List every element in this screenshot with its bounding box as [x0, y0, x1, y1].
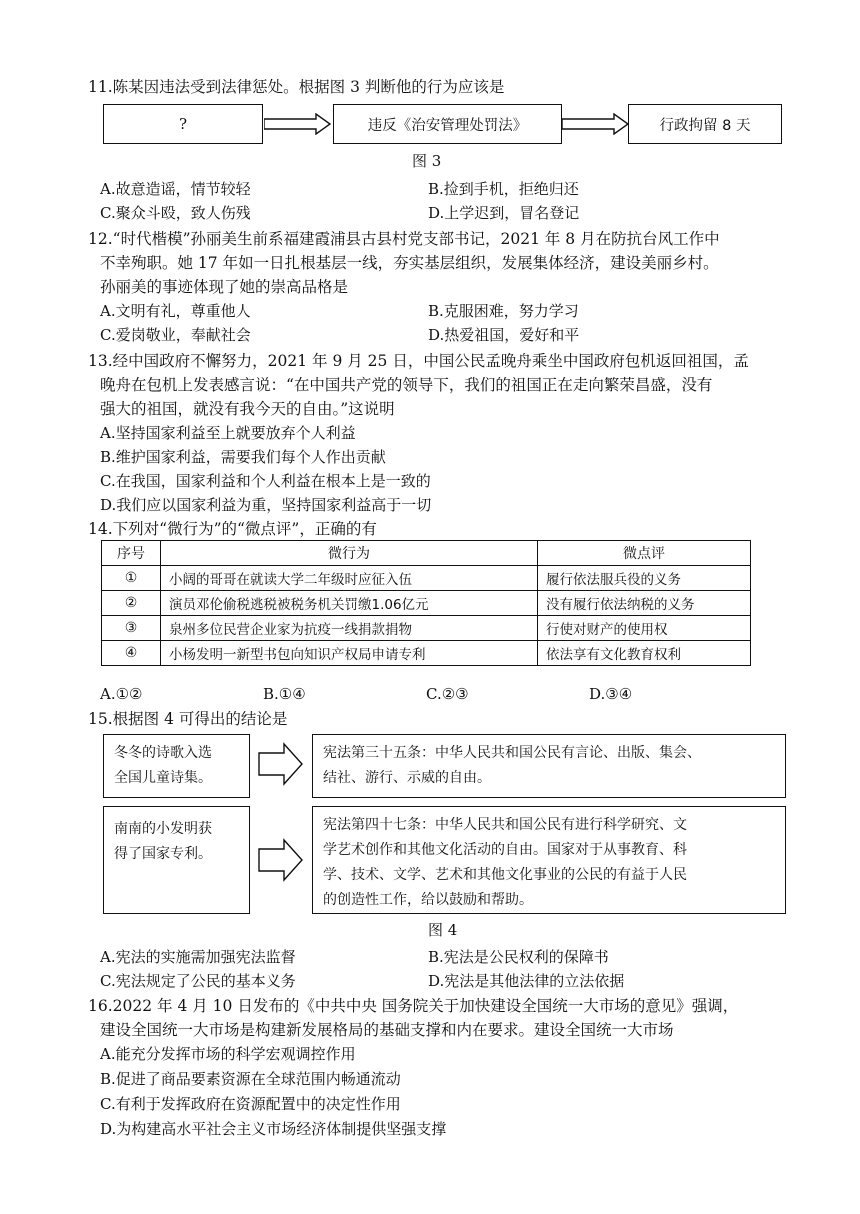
q16-option-a: A.能充分发挥市场的科学宏观调控作用	[100, 1045, 356, 1063]
q13-option-a: A.坚持国家利益至上就要放弃个人利益	[100, 424, 356, 442]
fig4-case-poem: 冬冬的诗歌入选 全国儿童诗集。	[103, 734, 250, 798]
q12-stem-line2: 不幸殉职。她 17 年如一日扎根基层一线，夯实基层组织，发展集体经济，建设美丽乡村。	[100, 254, 719, 272]
q15-stem: 15.根据图 4 可得出的结论是	[88, 710, 288, 728]
q13-stem-line2: 晚舟在包机上发表感言说：“在中国共产党的领导下，我们的祖国正在走向繁荣昌盛，没有	[100, 376, 713, 394]
double-arrow-icon	[562, 113, 630, 135]
q12-stem-line3: 孙丽美的事迹体现了她的崇高品格是	[100, 278, 349, 296]
q11-stem: 11.陈某因违法受到法律惩处。根据图 3 判断他的行为应该是	[88, 78, 505, 96]
q15-option-b: B.宪法是公民权利的保障书	[428, 948, 609, 966]
fig3-box-law: 违反《治安管理处罚法》	[333, 104, 562, 144]
table-header-row	[102, 541, 751, 566]
table-cell: 没有履行依法纳税的义务	[538, 591, 751, 616]
table-cell: 演员邓伦偷税逃税被税务机关罚缴1.06亿元	[161, 591, 538, 616]
q16-option-b: B.促进了商品要素资源在全球范围内畅通流动	[100, 1070, 401, 1088]
table-header: 序号	[102, 541, 161, 566]
q11-option-c: C.聚众斗殴，致人伤残	[100, 204, 251, 222]
q14-table	[101, 540, 751, 666]
fig4-article-47: 宪法第四十七条：中华人民共和国公民有进行科学研究、文 学艺术创作和其他文化活动的自由。国家对于从事教育、科 学、技术、文学、艺术和其他文化事业的公民的有益于人民 的创造性工作，给以鼓励和帮助。	[312, 806, 786, 914]
fig4-article-35: 宪法第三十五条：中华人民共和国公民有言论、出版、集会、 结社、游行、示威的自由。	[312, 734, 786, 798]
table-cell: 履行依法服兵役的义务	[538, 566, 751, 591]
q16-option-c: C.有利于发挥政府在资源配置中的决定性作用	[100, 1095, 401, 1113]
fig3-box-unknown: ?	[103, 104, 263, 144]
table-cell: ④	[102, 641, 161, 666]
q14-option-d: D.③④	[589, 685, 633, 703]
fig4-case-patent: 南南的小发明获 得了国家专利。	[103, 806, 250, 914]
q11-option-d: D.上学迟到，冒名登记	[428, 204, 580, 222]
q12-option-c: C.爱岗敬业，奉献社会	[100, 326, 251, 344]
q16-option-d: D.为构建高水平社会主义市场经济体制提供坚强支撑	[100, 1120, 447, 1138]
q11-option-b: B.捡到手机，拒绝归还	[428, 180, 579, 198]
table-cell: 小杨发明一新型书包向知识产权局申请专利	[161, 641, 538, 666]
table-cell: 泉州多位民营企业家为抗疫一线捐款捐物	[161, 616, 538, 641]
q16-stem-line1: 16.2022 年 4 月 10 日发布的《中共中央 国务院关于加快建设全国统一大市场的意见》强调，	[88, 997, 739, 1015]
table-row	[102, 616, 751, 641]
table-cell: ③	[102, 616, 161, 641]
q14-option-a: A.①②	[100, 685, 143, 703]
table-row	[102, 566, 751, 591]
table-header: 微行为	[161, 541, 538, 566]
q11-option-a: A.故意造谣，情节较轻	[100, 180, 251, 198]
table-cell: ②	[102, 591, 161, 616]
q15-option-a: A.宪法的实施需加强宪法监督	[100, 948, 296, 966]
q13-option-d: D.我们应以国家利益为重，坚持国家利益高于一切	[100, 496, 432, 514]
q12-option-a: A.文明有礼，尊重他人	[100, 302, 251, 320]
q13-stem-line1: 13.经中国政府不懈努力，2021 年 9 月 25 日，中国公民孟晚舟乘坐中国政府包机返回祖国，孟	[88, 352, 749, 370]
q15-option-c: C.宪法规定了公民的基本义务	[100, 972, 296, 990]
arrow-right-icon	[258, 742, 304, 786]
q12-stem-line1: 12.“时代楷模”孙丽美生前系福建霞浦县古县村党支部书记，2021 年 8 月在防抗台风工作中	[88, 230, 720, 248]
double-arrow-icon	[264, 113, 332, 135]
q14-stem: 14.下列对“微行为”的“微点评”，正确的有	[88, 520, 377, 538]
table-row	[102, 641, 751, 666]
q13-stem-line3: 强大的祖国，就没有我今天的自由。”这说明	[100, 400, 395, 418]
table-cell: ①	[102, 566, 161, 591]
q12-option-b: B.克服困难，努力学习	[428, 302, 579, 320]
table-row	[102, 591, 751, 616]
arrow-right-icon	[258, 838, 304, 882]
fig3-box-penalty: 行政拘留 8 天	[628, 104, 782, 144]
q13-option-c: C.在我国，国家利益和个人利益在根本上是一致的	[100, 472, 431, 490]
table-cell: 依法享有文化教育权利	[538, 641, 751, 666]
table-cell: 小阔的哥哥在就读大学二年级时应征入伍	[161, 566, 538, 591]
fig4-caption: 图 4	[428, 921, 458, 939]
q15-option-d: D.宪法是其他法律的立法依据	[428, 972, 625, 990]
table-header: 微点评	[538, 541, 751, 566]
fig3-caption: 图 3	[412, 152, 442, 170]
q16-stem-line2: 建设全国统一大市场是构建新发展格局的基础支撑和内在要求。建设全国统一大市场	[100, 1021, 674, 1039]
q13-option-b: B.维护国家利益，需要我们每个人作出贡献	[100, 448, 386, 466]
q14-option-c: C.②③	[426, 685, 469, 703]
q12-option-d: D.热爱祖国，爱好和平	[428, 326, 580, 344]
table-cell: 行使对财产的使用权	[538, 616, 751, 641]
q14-option-b: B.①④	[263, 685, 306, 703]
